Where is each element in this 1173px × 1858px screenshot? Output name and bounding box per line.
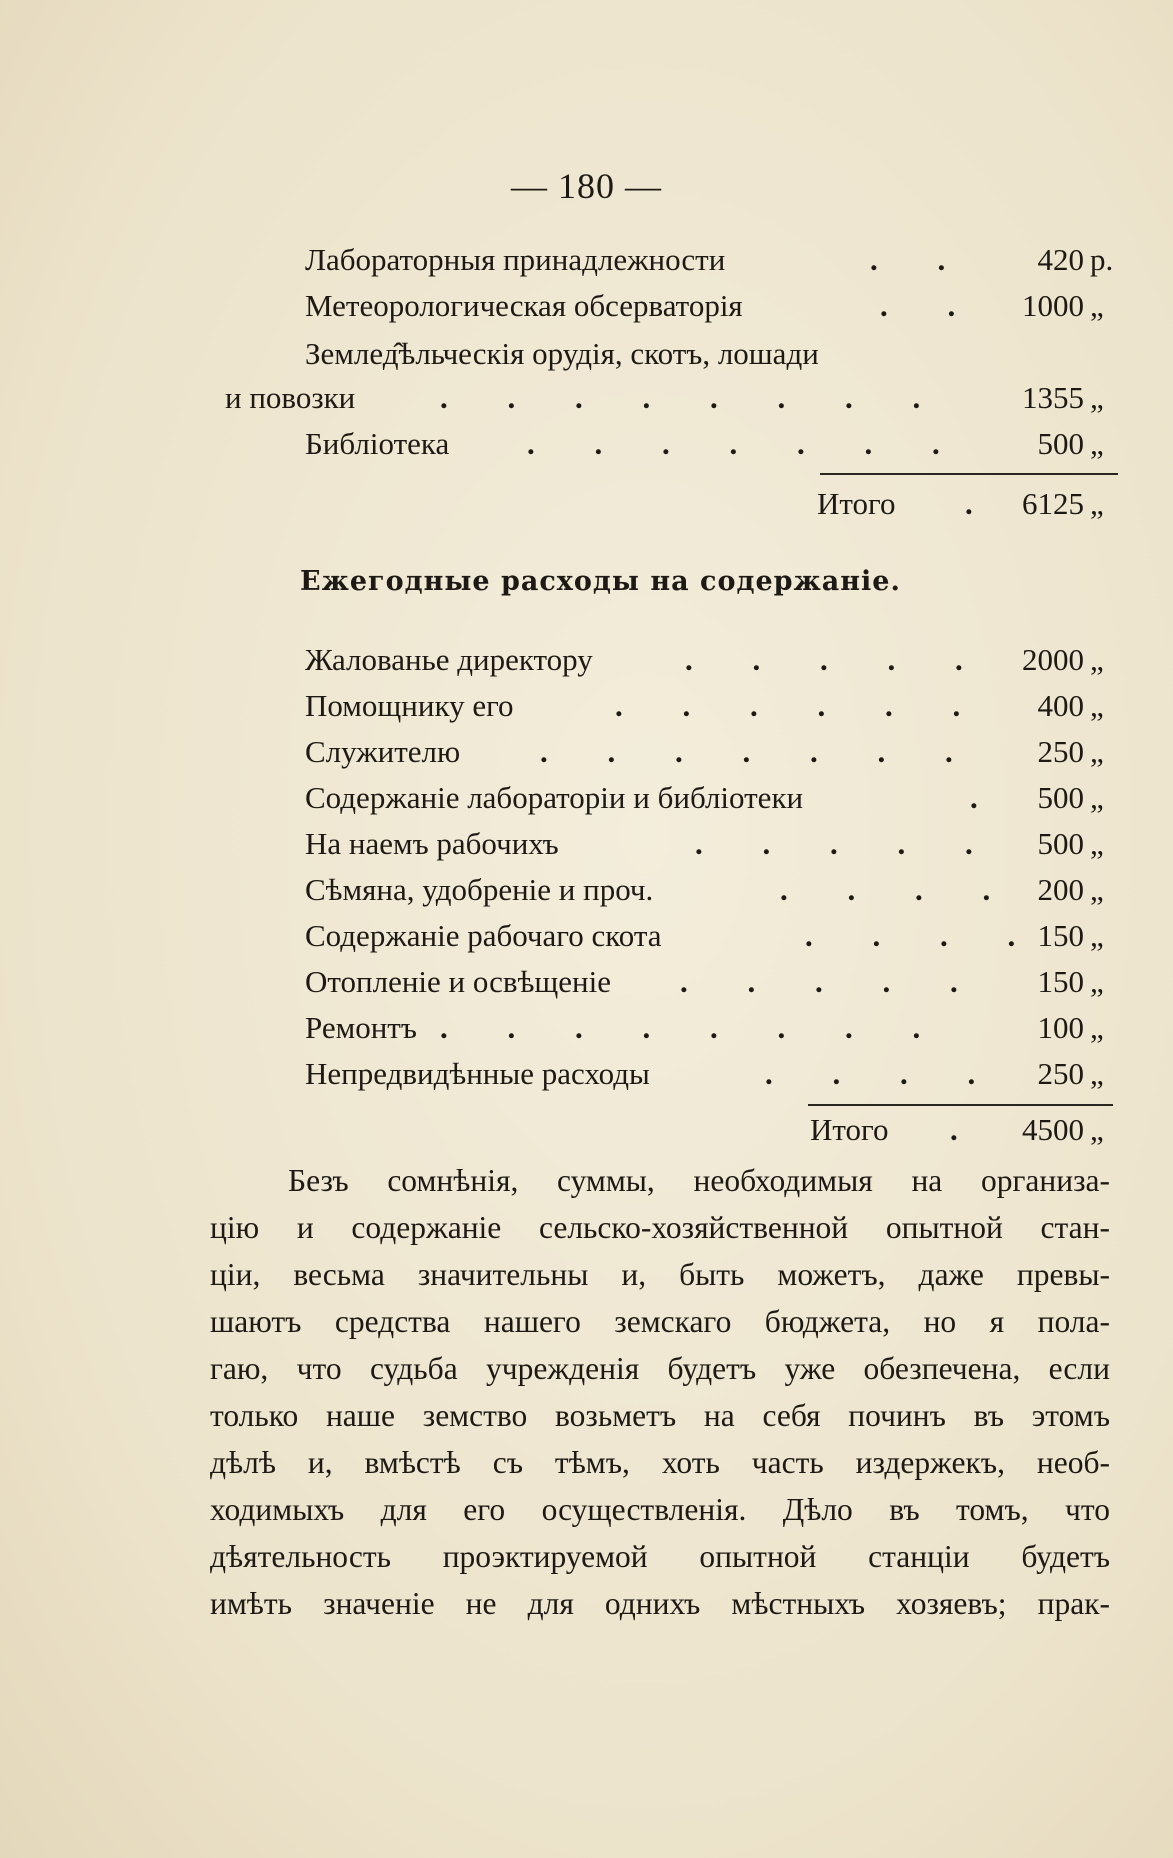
equipment-row [225,332,1125,376]
leader-dots: . . . . . . [615,688,987,723]
total-rule [820,473,1118,475]
leader-dots: . . . . [805,918,1042,953]
leader-dots: . . . . . [695,826,999,861]
paragraph-line: цію и содержаніе сельско-хозяйственной опытной стан- [210,1210,1110,1245]
item-label: Отопленіе и освѣщеніе [305,964,611,999]
item-label: Непредвидѣнные расходы [305,1056,650,1091]
paragraph-line: шаютъ средства нашего земскаго бюджета, но я пола- [210,1304,1110,1339]
item-amount: 2000 „ [1022,642,1104,677]
expense-row [225,960,1125,1004]
item-amount: 200 „ [1037,872,1104,907]
paragraph-line: дѣлѣ и, вмѣстѣ съ тѣмъ, хоть часть издержекъ, необ- [210,1445,1110,1480]
leader-dots: . . . . . . . . [440,1010,947,1045]
item-amount: 500 „ [1037,826,1104,861]
item-amount: 100 „ [1037,1010,1104,1045]
leader-dots: . [965,486,999,521]
paragraph-line: ходимыхъ для его осуществленія. Дѣло въ томъ, что [210,1492,1110,1527]
item-label: Землед̂ѣльческія орудія, скотъ, лошади [305,336,819,371]
leader-dots: . . . . . [680,964,984,999]
body-paragraph [210,1157,1110,1627]
expense-row [225,1006,1125,1050]
item-label: Метеорологическая обсерваторія [305,288,743,323]
item-amount: 1355 „ [1022,380,1104,415]
item-label: На наемъ рабочихъ [305,826,559,861]
leader-dots: . . . . . . . [527,426,966,461]
expense-row [225,776,1125,820]
paragraph-line: дѣятельность проэктируемой опытной станціи будетъ [210,1539,1110,1574]
total-amount: 4500 „ [1022,1112,1104,1147]
equipment-row [225,284,1125,328]
item-label: Сѣмяна, удобреніе и проч. [305,872,654,907]
item-label: Содержаніе лабораторіи и библіотеки [305,780,804,815]
expense-row [225,868,1125,912]
expense-row [225,684,1125,728]
leader-dots: . . [870,242,972,277]
paragraph-line: имѣть значеніе не для однихъ мѣстныхъ хозяевъ; прак- [210,1586,1110,1621]
item-amount: 250 „ [1037,734,1104,769]
item-amount: 500 „ [1037,780,1104,815]
item-label: Служителю [305,734,461,769]
equipment-total-row [225,482,1125,526]
leader-dots: . . . . [765,1056,1002,1091]
total-label: Итого [817,486,896,521]
section-heading: Ежегодные расходы на содержаніе. [300,566,901,597]
expenses-total-row [225,1108,1125,1152]
equipment-row [225,422,1125,466]
expense-row [225,638,1125,682]
item-amount: 400 „ [1037,688,1104,723]
item-label: Лабораторныя принадлежности [305,242,726,277]
leader-dots: . . . . . . . [540,734,979,769]
leader-dots: . [970,780,1004,815]
total-rule [808,1104,1113,1106]
leader-dots: . . . . . [685,642,989,677]
total-label: Итого [810,1112,889,1147]
total-amount: 6125 „ [1022,486,1104,521]
item-amount: 500 „ [1037,426,1104,461]
leader-dots: . [950,1112,984,1147]
item-label: и повозки [225,380,356,415]
expense-row [225,730,1125,774]
equipment-row [225,238,1125,282]
item-amount: 150 „ [1037,918,1104,953]
expense-row [225,822,1125,866]
paragraph-line: ціи, весьма значительны и, быть можетъ, даже превы- [210,1257,1110,1292]
paragraph-line: Безъ сомнѣнія, суммы, необходимыя на организа- [288,1163,1110,1198]
item-label: Жалованье директору [305,642,593,677]
item-amount: 420 р. [1037,242,1114,277]
item-amount: 250 „ [1037,1056,1104,1091]
item-label: Содержаніе рабочаго скота [305,918,662,953]
item-amount: 150 „ [1037,964,1104,999]
paragraph-line: только наше земство возьметъ на себя починъ въ этомъ [210,1398,1110,1433]
item-amount: 1000 „ [1022,288,1104,323]
expense-row [225,1052,1125,1096]
leader-dots: . . . . [780,872,1017,907]
expense-row [225,914,1125,958]
page-number: — 180 — [511,166,662,206]
paragraph-line: гаю, что судьба учрежденія будетъ уже обезпечена, если [210,1351,1110,1386]
item-label: Ремонтъ [305,1010,417,1045]
item-label: Библіотека [305,426,450,461]
leader-dots: . . . . . . . . [440,380,947,415]
leader-dots: . . [880,288,982,323]
equipment-row [225,376,1125,420]
item-label: Помощнику его [305,688,514,723]
